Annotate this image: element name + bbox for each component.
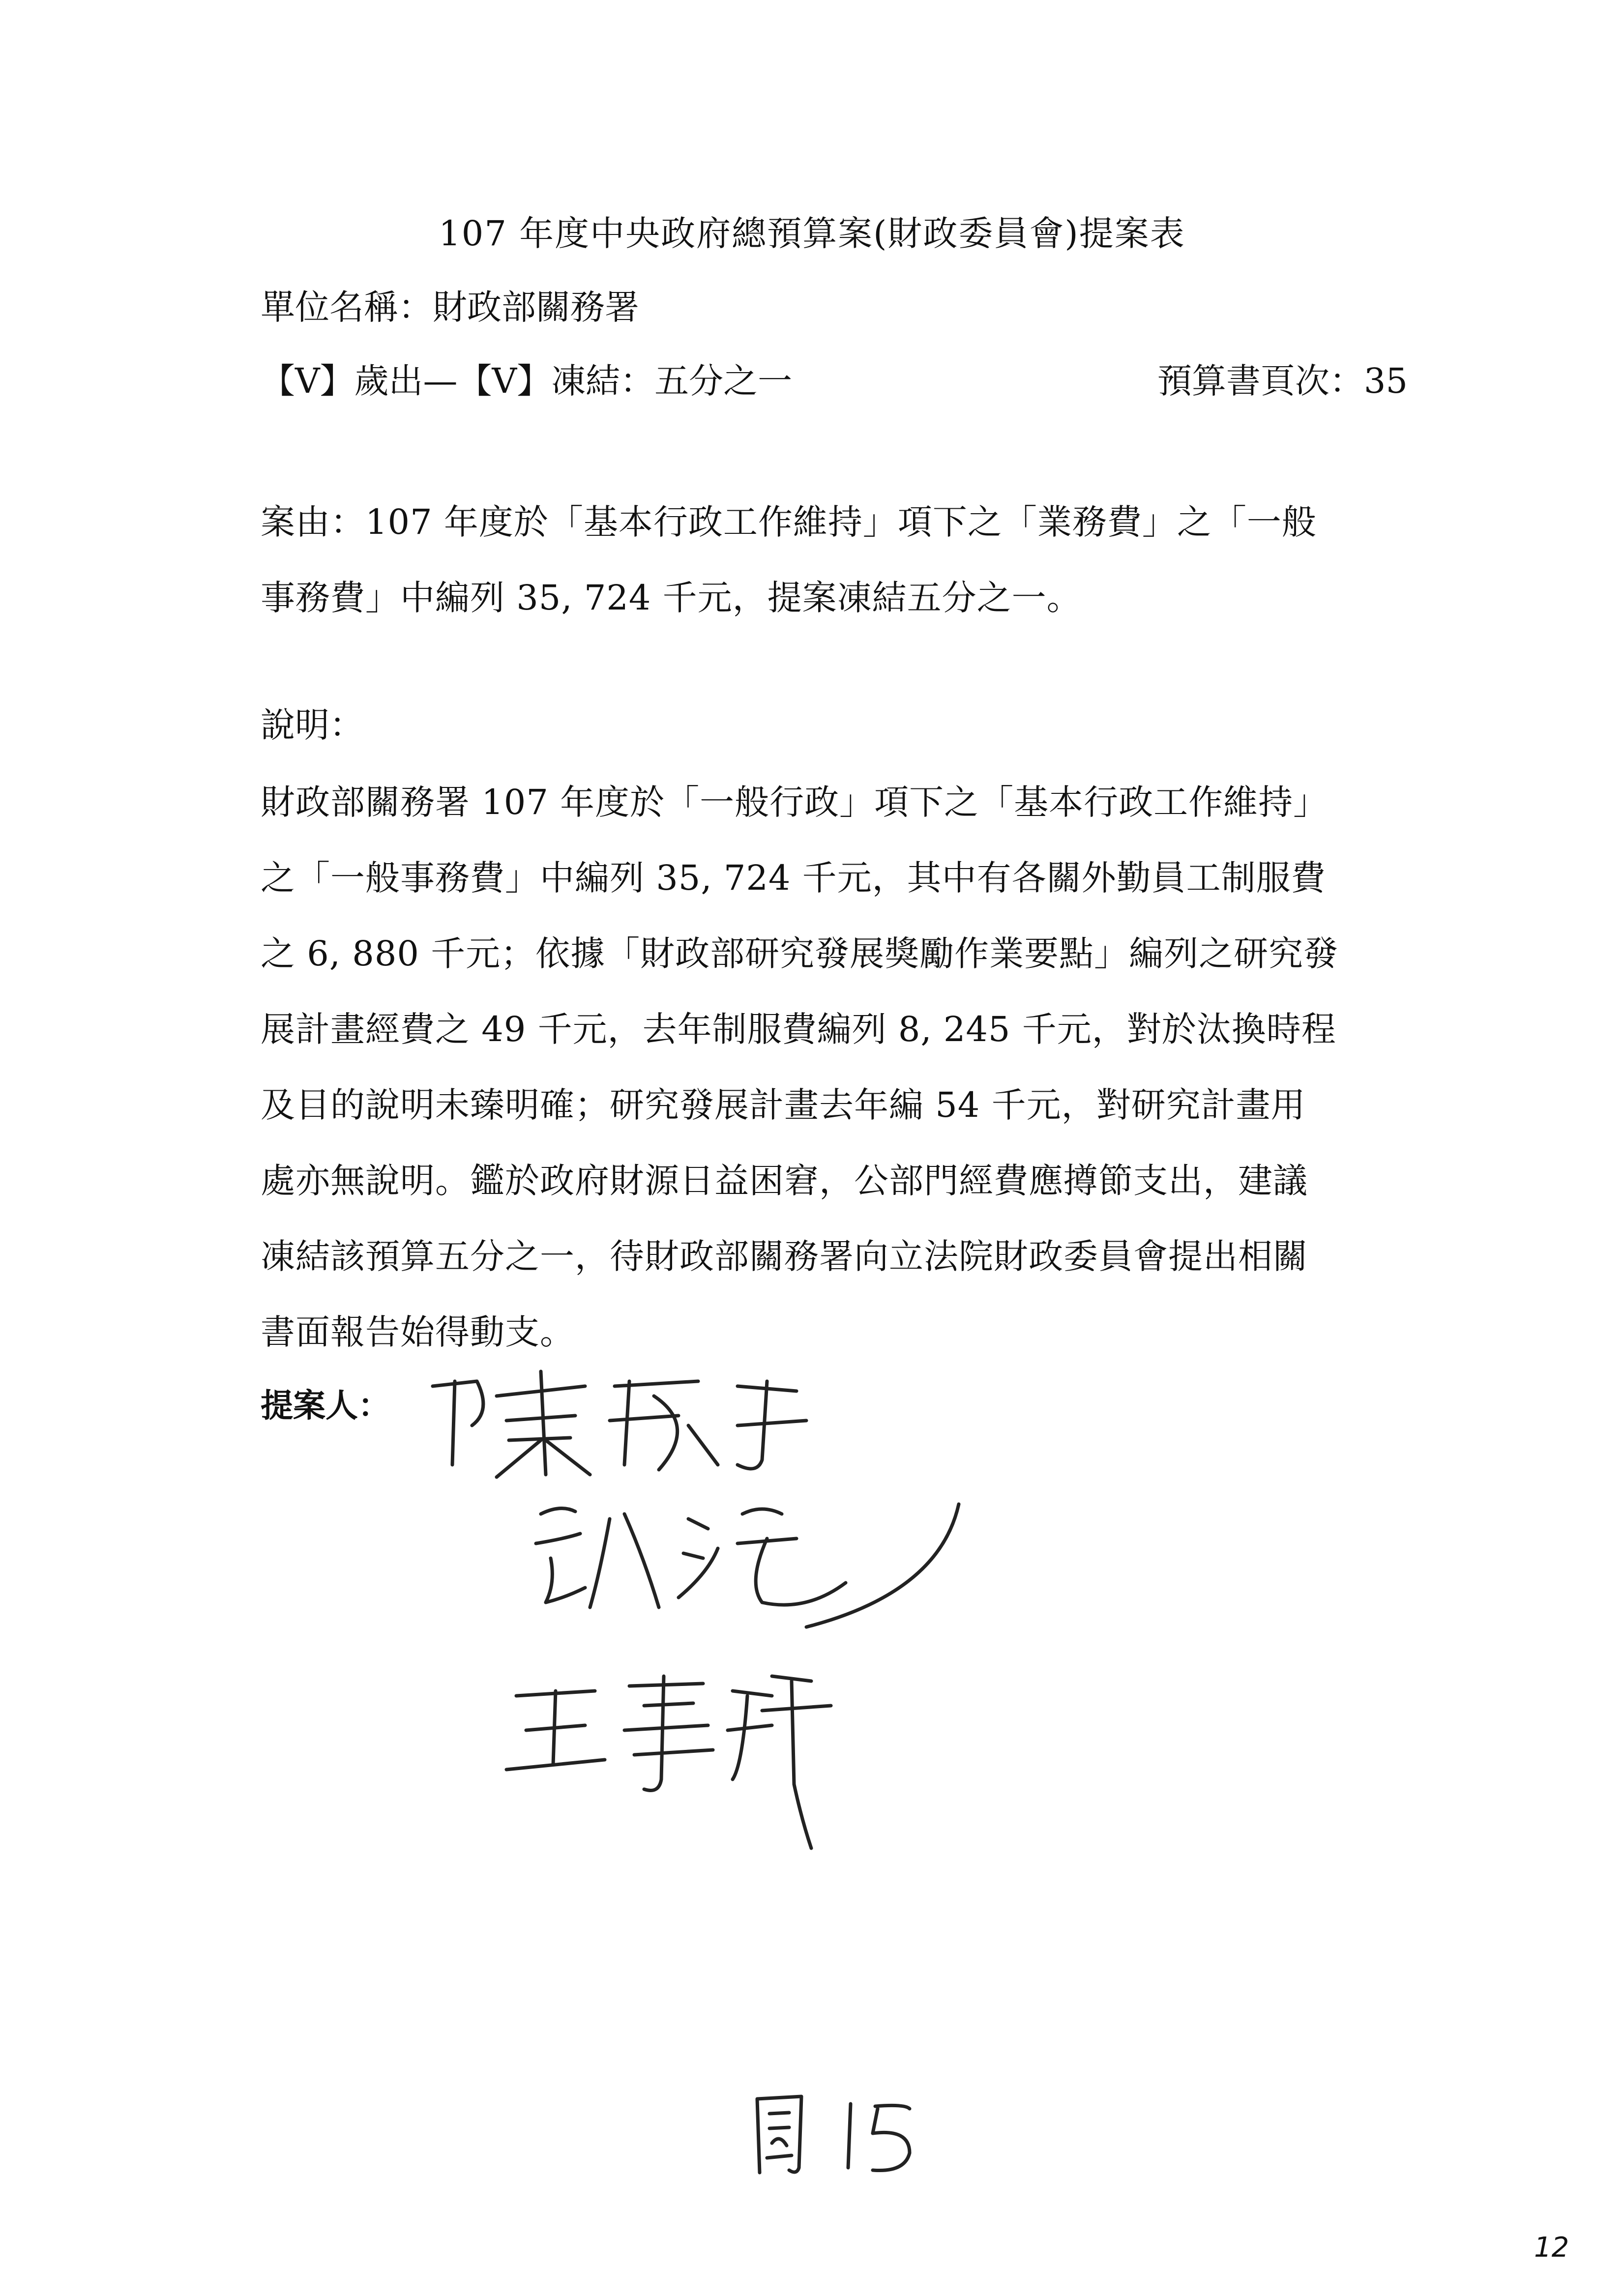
handwritten-mark <box>747 2084 954 2182</box>
explain-line: 財政部關務署 107 年度於「一般行政」項下之「基本行政工作維持」 <box>261 782 1329 822</box>
explain-paragraph <box>261 764 1391 1370</box>
budget-page-ref: 預算書頁次：35 <box>1157 361 1408 401</box>
explain-line: 展計畫經費之 49 千元，去年制服費編列 8, 245 千元，對於汰換時程 <box>261 1009 1336 1049</box>
document-title: 107 年度中央政府總預算案(財政委員會)提案表 <box>439 213 1185 254</box>
reason-paragraph <box>261 484 1391 636</box>
explain-line: 處亦無說明。鑑於政府財源日益困窘，公部門經費應撙節支出，建議 <box>261 1161 1308 1201</box>
explain-line: 及目的說明未臻明確；研究發展計畫去年編 54 千元，對研究計畫用 <box>261 1085 1306 1125</box>
explain-line: 凍結該預算五分之一，待財政部關務署向立法院財政委員會提出相關 <box>261 1236 1308 1277</box>
category-line: 【V】歲出—【V】凍結：五分之一 <box>261 361 793 401</box>
reason-line: 案由：107 年度於「基本行政工作維持」項下之「業務費」之「一般 <box>261 502 1317 542</box>
explain-heading: 說明： <box>261 705 364 745</box>
reason-line: 事務費」中編列 35, 724 千元，提案凍結五分之一。 <box>261 578 1082 618</box>
unit-name-line: 單位名稱：財政部關務署 <box>261 287 639 327</box>
signature-1 <box>423 1366 826 1480</box>
page-number: 12 <box>1534 2232 1569 2264</box>
explain-line: 之「一般事務費」中編列 35, 724 千元，其中有各關外勤員工制服費 <box>261 858 1326 898</box>
proposer-label: 提案人： <box>261 1387 390 1424</box>
signature-3 <box>497 1666 851 1853</box>
explain-line: 書面報告始得動支。 <box>261 1312 575 1352</box>
signature-2 <box>531 1484 974 1642</box>
explain-line: 之 6, 880 千元；依據「財政部研究發展獎勵作業要點」編列之研究發 <box>261 933 1339 974</box>
